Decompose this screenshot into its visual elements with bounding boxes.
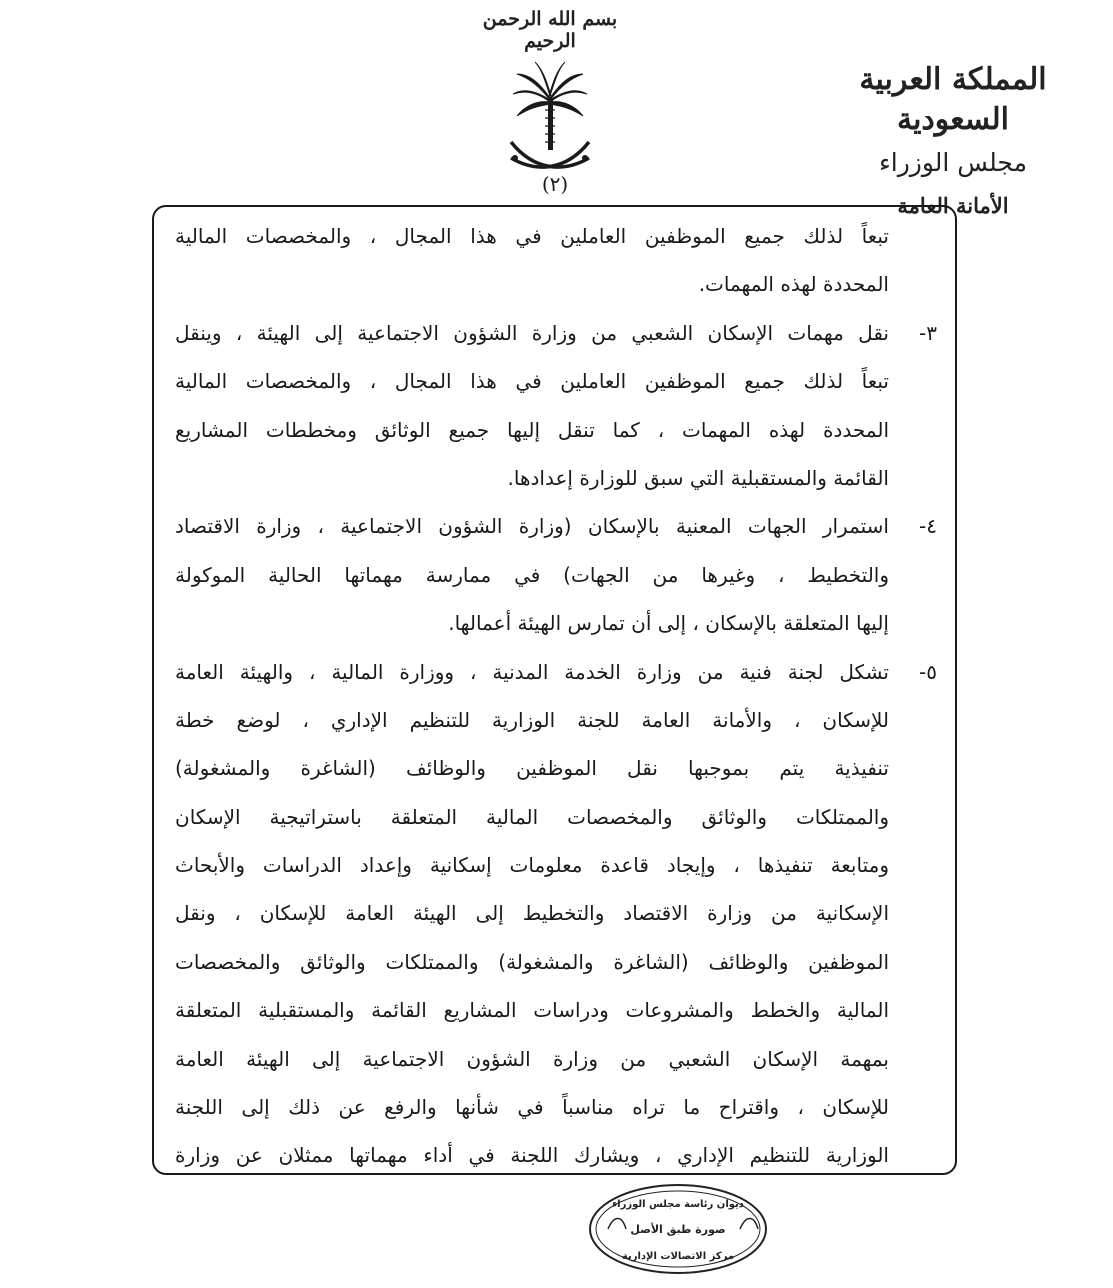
stamp-middle-text: صورة طبق الأصل bbox=[630, 1223, 726, 1236]
letterhead-kingdom: المملكة العربية السعودية bbox=[859, 62, 1047, 137]
stamp-bottom-text: مركز الاتصالات الإدارية bbox=[621, 1251, 735, 1262]
saudi-emblem-palm-swords-icon bbox=[505, 60, 595, 180]
text-line: الإسكانية من وزارة الاقتصاد والتخطيط إلى الهيئة العامة للإسكان ، ونقل bbox=[175, 901, 889, 926]
letterhead-council: مجلس الوزراء bbox=[879, 148, 1027, 177]
letterhead bbox=[833, 60, 1073, 226]
text-line: تشكل لجنة فنية من وزارة الخدمة المدنية ، ووزارة المالية ، والهيئة العامة bbox=[175, 659, 889, 684]
text-line: نقل مهمات الإسكان الشعبي من وزارة الشؤون الاجتماعية إلى الهيئة ، وينقل bbox=[175, 320, 889, 345]
text-line: المحددة لهذه المهمات ، كما تنقل إليها جميع الوثائق ومخططات المشاريع bbox=[175, 417, 889, 442]
text-line: المحددة لهذه المهمات. bbox=[698, 272, 889, 297]
item-number: ٣- bbox=[919, 320, 937, 345]
stamp-top-text: ديوان رئاسة مجلس الوزراء bbox=[612, 1199, 744, 1210]
text-line: تبعاً لذلك جميع الموظفين العاملين في هذا المجال ، والمخصصات المالية bbox=[175, 369, 889, 394]
text-line: القائمة والمستقبلية التي سبق للوزارة إعدادها. bbox=[507, 465, 889, 490]
basmala: بسم الله الرحمن الرحيم bbox=[482, 8, 618, 52]
list-item-4 bbox=[175, 502, 937, 647]
text-line: استمرار الجهات المعنية بالإسكان (وزارة الشؤون الاجتماعية ، وزارة الاقتصاد bbox=[175, 514, 889, 539]
text-line: تنفيذية يتم بموجبها نقل الموظفين والوظائف (الشاغرة والمشغولة) bbox=[175, 756, 889, 781]
text-line: ومتابعة تنفيذها ، وإيجاد قاعدة معلومات إسكانية وإعداد الدراسات والأبحاث bbox=[175, 853, 889, 878]
page-number: (٢) bbox=[541, 172, 569, 196]
text-line: للإسكان ، والأمانة العامة للجنة الوزارية للتنظيم الإداري ، لوضع خطة bbox=[175, 707, 889, 732]
text-line: تبعاً لذلك جميع الموظفين العاملين في هذا المجال ، والمخصصات المالية bbox=[175, 224, 889, 248]
item-number: ٤- bbox=[919, 514, 937, 539]
list-item-3 bbox=[175, 309, 937, 503]
text-line: الموظفين والوظائف (الشاغرة والمشغولة) والممتلكات والوثائق والمخصصات bbox=[175, 949, 889, 974]
text-line: والتخطيط ، وغيرها من الجهات) في ممارسة مهماتها الحالية الموكولة bbox=[175, 562, 889, 587]
text-line: والممتلكات والوثائق والمخصصات المالية المتعلقة باستراتيجية الإسكان bbox=[175, 804, 889, 829]
text-line: إليها المتعلقة بالإسكان ، إلى أن تمارس الهيئة أعمالها. bbox=[448, 611, 889, 636]
text-line: المالية والخطط والمشروعات ودراسات المشاريع القائمة والمستقبلية المتعلقة bbox=[175, 998, 889, 1023]
list-item-5 bbox=[175, 648, 937, 1180]
body-text bbox=[175, 212, 937, 1180]
letterhead-secretariat: الأمانة العامة bbox=[897, 193, 1009, 218]
text-line: الوزارية للتنظيم الإداري ، ويشارك اللجنة في أداء مهماتها ممثلان عن وزارة bbox=[175, 1143, 889, 1168]
text-line: للإسكان ، واقتراح ما تراه مناسباً في شأنها والرفع عن ذلك إلى اللجنة bbox=[175, 1095, 889, 1120]
item-number: ٥- bbox=[919, 659, 937, 684]
text-line: بمهمة الإسكان الشعبي من وزارة الشؤون الاجتماعية إلى الهيئة العامة bbox=[175, 1046, 889, 1071]
certified-copy-stamp bbox=[588, 1183, 768, 1275]
